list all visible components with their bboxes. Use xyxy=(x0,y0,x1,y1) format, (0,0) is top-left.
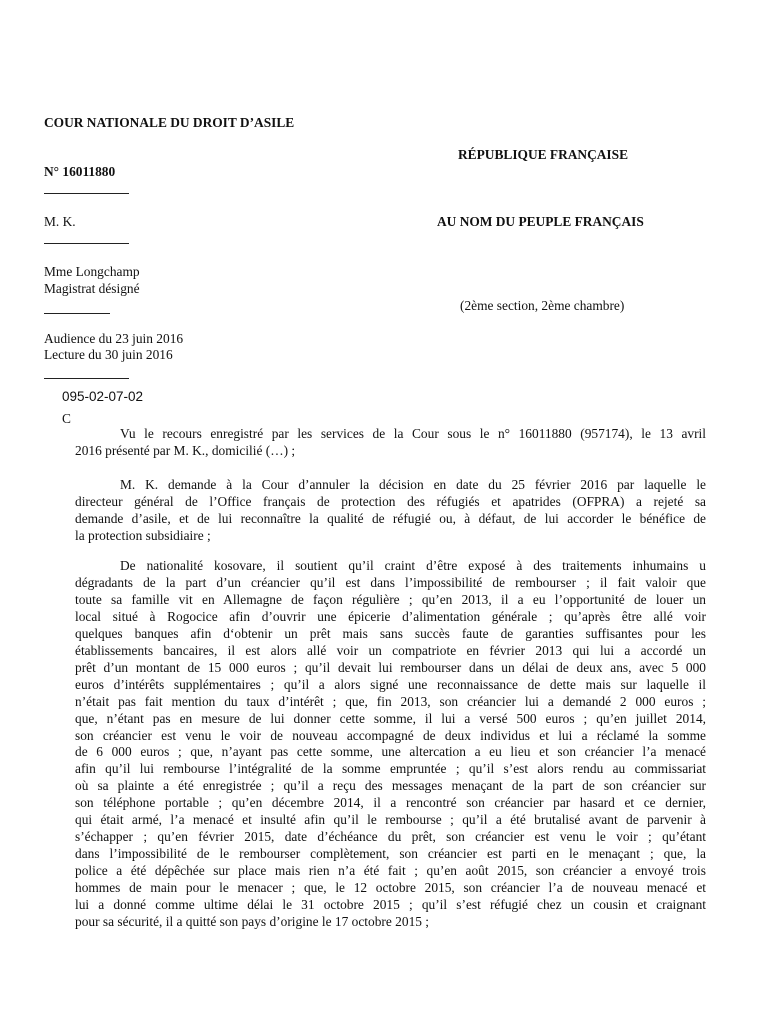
paragraph-1 xyxy=(75,426,706,460)
text-line: où sa plainte a été enregistrée ; qu’il a reçu des messages menaçant de la part de son créancier sur xyxy=(75,778,706,794)
text-line: demande d’asile, et de lui reconnaître la qualité de réfugié ou, à défaut, de lui accorder le bénéfice de xyxy=(75,510,706,526)
text-line: quelques banques afin d‘obtenir un prêt mais sans succès faute de garanties suffisantes pour les xyxy=(75,625,706,641)
separator-1 xyxy=(44,193,129,194)
classification-code: 095-02-07-02 xyxy=(62,389,144,404)
text-line: prêt d’un montant de 15 000 euros ; qu’il devait lui rembourser dans un délai de deux ans, avec 5 000 xyxy=(75,659,706,675)
text-line: toute sa famille vit en Allemagne de façon régulière ; qu’en 2013, il a eu l’opportunité de louer un xyxy=(75,591,706,607)
classification-letter: C xyxy=(62,411,71,426)
republic-heading: RÉPUBLIQUE FRANÇAISE xyxy=(458,147,629,162)
text-line: hommes de main pour le menacer ; que, le 12 octobre 2015, son créancier l’a de nouveau menacé et xyxy=(75,880,706,896)
party-name: M. K. xyxy=(44,214,76,229)
text-line: lui a donné comme ultime délai le 31 octobre 2015 ; qu’il s’est réfugié chez un cousin et craignant xyxy=(75,897,706,913)
text-line: De nationalité kosovare, il soutient qu’il craint d’être exposé à des traitements inhumains u xyxy=(120,558,706,573)
text-line: Vu le recours enregistré par les services de la Cour sous le n° 16011880 (957174), le 13 avril xyxy=(120,426,706,441)
reading-date: Lecture du 30 juin 2016 xyxy=(44,347,173,362)
text-line: n’était pas fait mention du taux d’intérêt ; que, fin 2013, son créancier lui a demandé 2 000 euros ; xyxy=(75,693,706,709)
case-number: N° 16011880 xyxy=(44,164,116,179)
judge-name: Mme Longchamp xyxy=(44,264,140,279)
text-line: la protection subsidiaire ; xyxy=(75,527,211,543)
text-line: M. K. demande à la Cour d’annuler la décision en date du 25 février 2016 par laquelle le xyxy=(120,477,706,492)
text-line: local situé à Rogocice afin d’ouvrir une épicerie d’alimentation générale ; qu’après être allé voir xyxy=(75,608,706,624)
text-line: directeur général de l’Office français de protection des réfugiés et apatrides (OFPRA) a rejeté sa xyxy=(75,493,706,509)
paragraph-2 xyxy=(75,477,706,545)
in-name-heading: AU NOM DU PEUPLE FRANÇAIS xyxy=(437,214,644,229)
text-line: afin qu’il lui rembourse l’intégralité de la somme empruntée ; qu’il s’est alors rendu au commissariat xyxy=(75,761,706,777)
section-label: (2ème section, 2ème chambre) xyxy=(460,298,625,313)
text-line: s’échapper ; qu’en février 2015, date d’échéance du prêt, son créancier est venu le voir ; qu’étant xyxy=(75,829,706,845)
text-line: euros d’intérêts supplémentaires ; qu’il a alors signé une reconnaissance de dette mais sur laquelle il xyxy=(75,676,706,692)
text-line: qui était armé, l’a menacé et insulté afin qu’il le rembourse ; qu’il a été brutalisé avant de parvenir à xyxy=(75,812,706,828)
text-line: son téléphone portable ; qu’en décembre 2014, il a rencontré son créancier par hasard et ce dernier, xyxy=(75,795,706,811)
separator-2 xyxy=(44,243,129,244)
separator-3 xyxy=(44,313,110,314)
text-line: police a été dépêchée sur place mais rien n’a été fait ; qu’en août 2015, son créancier a envoyé trois xyxy=(75,863,706,879)
separator-4 xyxy=(44,378,129,379)
text-line: que, n’étant pas en mesure de lui donner cette somme, il lui a versé 500 euros ; qu’en juillet 2014, xyxy=(75,710,706,726)
text-line: dégradants de la part d’un créancier qu’il est dans l’impossibilité de rembourser ; il fait valoir que xyxy=(75,574,706,590)
text-line: 2016 présenté par M. K., domicilié (…) ; xyxy=(75,442,296,458)
text-line: son créancier est venu le voir de nouveau accompagné de deux individus et lui a réclamé la somme xyxy=(75,727,706,743)
text-line: pour sa sécurité, il a quitté son pays d’origine le 17 octobre 2015 ; xyxy=(75,914,430,930)
hearing-date: Audience du 23 juin 2016 xyxy=(44,331,184,346)
court-name: COUR NATIONALE DU DROIT D’ASILE xyxy=(44,115,295,130)
text-line: établissements bancaires, il est alors allé voir un compatriote en février 2013 qui lui a accordé un xyxy=(75,642,706,658)
text-line: dans l’impossibilité de le rembourser complètement, son créancier est parti en le menaçant ; que, la xyxy=(75,846,706,862)
paragraph-3 xyxy=(75,558,706,931)
judge-role: Magistrat désigné xyxy=(44,281,140,296)
text-line: de 6 000 euros ; que, n’ayant pas cette somme, une altercation a eu lieu et son créancier l’a menacé xyxy=(75,744,706,760)
